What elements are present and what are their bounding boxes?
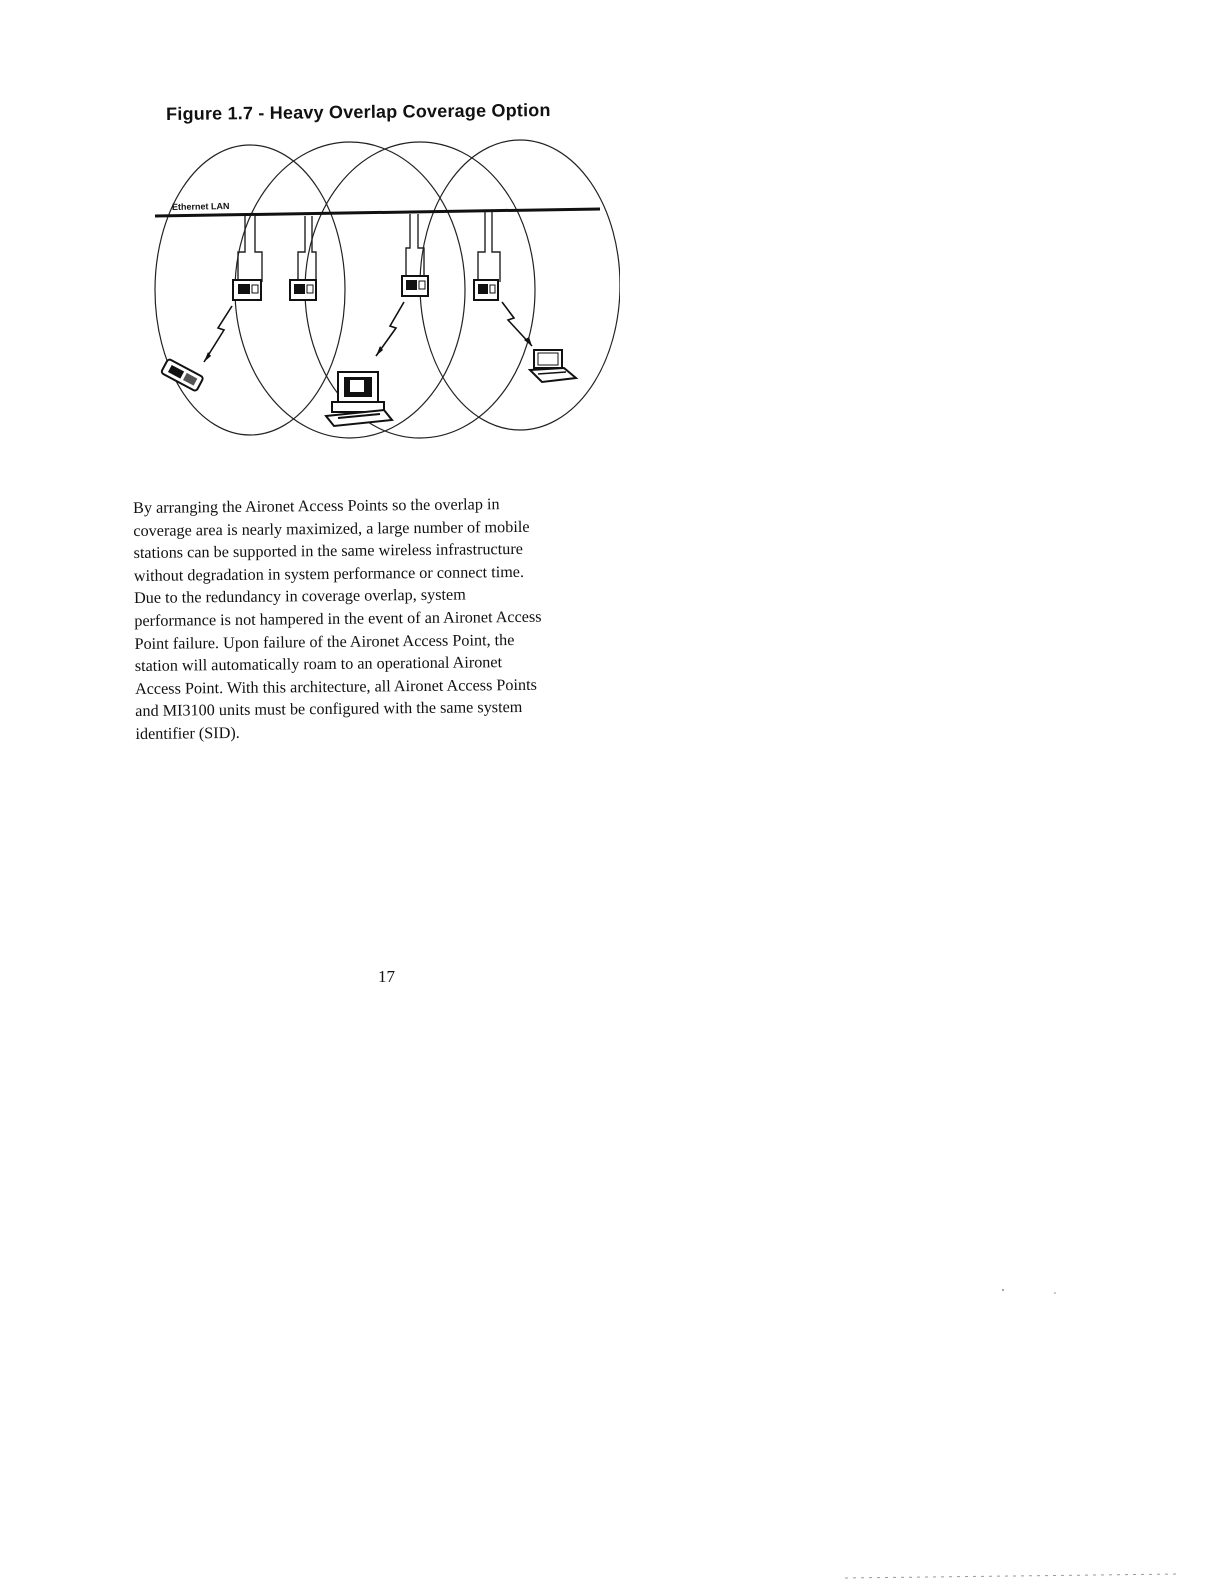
body-line: and MI3100 units must be configured with the same system bbox=[135, 698, 523, 721]
body-paragraph bbox=[133, 492, 656, 746]
desktop-computer-icon bbox=[326, 372, 392, 426]
figure-title: Figure 1.7 - Heavy Overlap Coverage Option bbox=[166, 99, 551, 124]
access-point-icon bbox=[402, 276, 428, 296]
body-line: coverage area is nearly maximized, a large number of mobile bbox=[133, 517, 530, 540]
access-point-icon bbox=[290, 280, 316, 300]
coverage-diagram bbox=[140, 130, 620, 470]
body-line: Due to the redundancy in coverage overlap, system bbox=[133, 585, 466, 608]
body-line: station will automatically roam to an operational Aironet bbox=[134, 653, 503, 676]
page-number: 17 bbox=[378, 967, 395, 986]
body-line: Point failure. Upon failure of the Aironet Access Point, the bbox=[134, 630, 515, 653]
body-line: identifier (SID). bbox=[135, 723, 240, 743]
body-line: stations can be supported in the same wireless infrastructure bbox=[133, 540, 523, 563]
body-line: without degradation in system performance or connect time. bbox=[133, 562, 525, 585]
body-line: By arranging the Aironet Access Points so the overlap in bbox=[133, 495, 500, 517]
lan-label: Ethernet LAN bbox=[171, 200, 230, 212]
body-line: Access Point. With this architecture, all Aironet Access Points bbox=[134, 675, 537, 698]
body-line: performance is not hampered in the event of an Aironet Access bbox=[134, 607, 542, 630]
access-point-icon bbox=[474, 280, 498, 300]
access-point-icon bbox=[233, 280, 261, 300]
laptop-computer-icon bbox=[530, 350, 576, 382]
coverage-cell-4 bbox=[420, 140, 620, 430]
handheld-terminal-icon bbox=[161, 359, 204, 392]
